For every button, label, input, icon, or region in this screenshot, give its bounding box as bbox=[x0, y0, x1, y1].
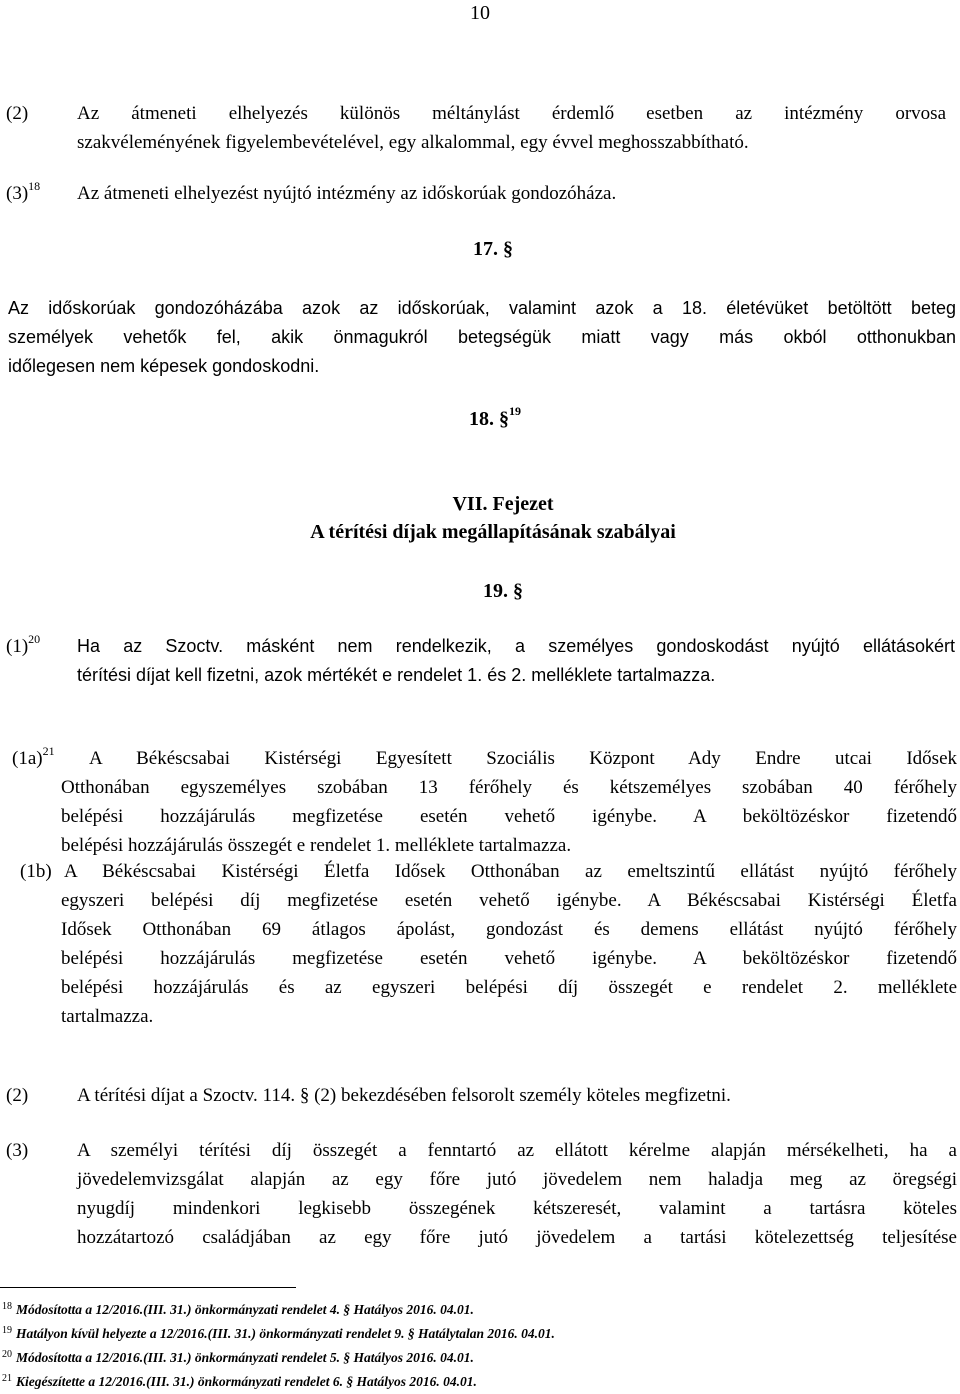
paragraph-2 bbox=[77, 99, 946, 157]
paragraph-19-1 bbox=[77, 632, 955, 690]
footnote-separator bbox=[0, 1287, 296, 1288]
paragraph-1a-first bbox=[89, 744, 957, 773]
paragraph-line: Idősek Otthonában 69 átlagos ápolást, gondozást és demens ellátást nyújtó férőhely bbox=[61, 919, 957, 940]
paragraph-line: egyszeri belépési díj megfizetése esetén vehető igénybe. A Békéscsabai Kistérségi Életfa bbox=[61, 890, 957, 911]
paragraph-label: (1a) bbox=[12, 748, 43, 769]
footnote bbox=[2, 1298, 555, 1322]
paragraph-label-1b: (1b) bbox=[20, 861, 52, 882]
paragraph-line: belépési hozzájárulás és az egyszeri belépési díj összegét e rendelet 2. melléklete bbox=[61, 977, 957, 998]
footnote-text: Hatályon kívül helyezte a 12/2016.(III. 31.) önkormányzati rendelet 9. § Hatálytalan 2016. 04.01. bbox=[16, 1326, 555, 1341]
footnote bbox=[2, 1370, 555, 1394]
paragraph-line: jövedelemvizsgálat alapján az egy főre jutó jövedelem nem haladja meg az öregségi bbox=[77, 1169, 957, 1190]
paragraph-line: tartalmazza. bbox=[61, 1006, 154, 1027]
paragraph-line: személyek vehetők fel, akik önmagukról betegségük miatt vagy más okból otthonukban bbox=[8, 327, 956, 347]
paragraph-line: nyugdíj mindenkori legkisebb összegének kétszeresét, valamint a tartásra köteles bbox=[77, 1198, 957, 1219]
paragraph-19-3 bbox=[77, 1136, 957, 1252]
paragraph-1b bbox=[61, 857, 957, 1031]
paragraph-1a-rest bbox=[61, 773, 957, 860]
paragraph-label: (2) bbox=[6, 103, 29, 124]
paragraph-label-2: (2) bbox=[6, 1085, 29, 1106]
paragraph-3: Az átmeneti elhelyezést nyújtó intézmény az időskorúak gondozóháza. bbox=[77, 183, 617, 204]
chapter-title: A térítési díjak megállapításának szabályai bbox=[310, 521, 676, 543]
footnote-text: Módosította a 12/2016.(III. 31.) önkormányzati rendelet 5. § Hatályos 2016. 04.01. bbox=[16, 1350, 474, 1365]
footnote-text: Módosította a 12/2016.(III. 31.) önkormányzati rendelet 4. § Hatályos 2016. 04.01. bbox=[16, 1302, 474, 1317]
paragraph-label-3 bbox=[6, 179, 40, 208]
paragraph-line: A Békéscsabai Kistérségi Egyesített Szociális Központ Ady Endre utcai Idősek bbox=[89, 748, 957, 769]
paragraph-label: (1) bbox=[6, 636, 29, 657]
footnote-ref: 20 bbox=[28, 631, 41, 646]
footnotes bbox=[2, 1298, 555, 1394]
paragraph-line: szakvéleményének figyelembevételével, egy alkalommal, egy évvel meghosszabbítható. bbox=[77, 132, 749, 153]
footnote bbox=[2, 1346, 555, 1370]
footnote-number: 20 bbox=[2, 1348, 12, 1360]
footnote-number: 19 bbox=[2, 1324, 12, 1336]
section-17-text bbox=[8, 294, 956, 381]
paragraph-label-1a bbox=[12, 744, 55, 773]
footnote-ref: 21 bbox=[42, 743, 55, 758]
footnote-number: 18 bbox=[2, 1300, 12, 1312]
paragraph-line: Ha az Szoctv. másként nem rendelkezik, a személyes gondoskodást nyújtó ellátásokért bbox=[77, 636, 955, 656]
page-number: 10 bbox=[470, 2, 490, 24]
paragraph-line: térítési díjat kell fizetni, azok mértékét e rendelet 1. és 2. melléklete tartalmazza. bbox=[77, 665, 716, 685]
paragraph-line: időlegesen nem képesek gondoskodni. bbox=[8, 356, 320, 376]
paragraph-label: (3) bbox=[6, 183, 29, 204]
footnote-number: 21 bbox=[2, 1372, 12, 1384]
chapter-number: VII. Fejezet bbox=[452, 493, 554, 515]
paragraph-line: Az időskorúak gondozóházába azok az időskorúak, valamint azok a 18. életévüket betöltött beteg bbox=[8, 298, 956, 318]
section-19-heading: 19. § bbox=[483, 580, 523, 602]
paragraph-label-3b: (3) bbox=[6, 1140, 29, 1161]
section-17-heading: 17. § bbox=[473, 238, 513, 260]
footnote-text: Kiegészítette a 12/2016.(III. 31.) önkormányzati rendelet 6. § Hatályos 2016. 04.01. bbox=[16, 1374, 477, 1389]
paragraph-line: hozzátartozó családjában az egy főre jutó jövedelem a tartási kötelezettség teljesítése bbox=[77, 1227, 957, 1248]
footnote bbox=[2, 1322, 555, 1346]
footnote-ref: 18 bbox=[28, 178, 41, 193]
paragraph-line: belépési hozzájárulás megfizetése esetén vehető igénybe. A beköltözéskor fizetendő bbox=[61, 806, 957, 827]
paragraph-line: A Békéscsabai Kistérségi Életfa Idősek Otthonában az emeltszintű ellátást nyújtó férőhely bbox=[64, 861, 957, 882]
footnote-ref: 19 bbox=[509, 404, 521, 419]
paragraph-line: Az átmeneti elhelyezés különös méltánylást érdemlő esetben az intézmény orvosa bbox=[77, 103, 946, 124]
paragraph-label-1 bbox=[6, 632, 40, 661]
paragraph-19-2: A térítési díjat a Szoctv. 114. § (2) bekezdésében felsorolt személy köteles megfizetni. bbox=[77, 1085, 731, 1106]
section-heading: 18. § bbox=[469, 408, 509, 430]
paragraph-line: belépési hozzájárulás megfizetése esetén vehető igénybe. A beköltözéskor fizetendő bbox=[61, 948, 957, 969]
paragraph-line: Otthonában egyszemélyes szobában 13 férőhely és kétszemélyes szobában 40 férőhely bbox=[61, 777, 957, 798]
section-18-heading bbox=[0, 404, 960, 431]
paragraph-line: belépési hozzájárulás összegét e rendelet 1. melléklete tartalmazza. bbox=[61, 835, 572, 856]
paragraph-line: A személyi térítési díj összegét a fenntartó az ellátott kérelme alapján mérsékelheti, ha a bbox=[77, 1140, 957, 1161]
